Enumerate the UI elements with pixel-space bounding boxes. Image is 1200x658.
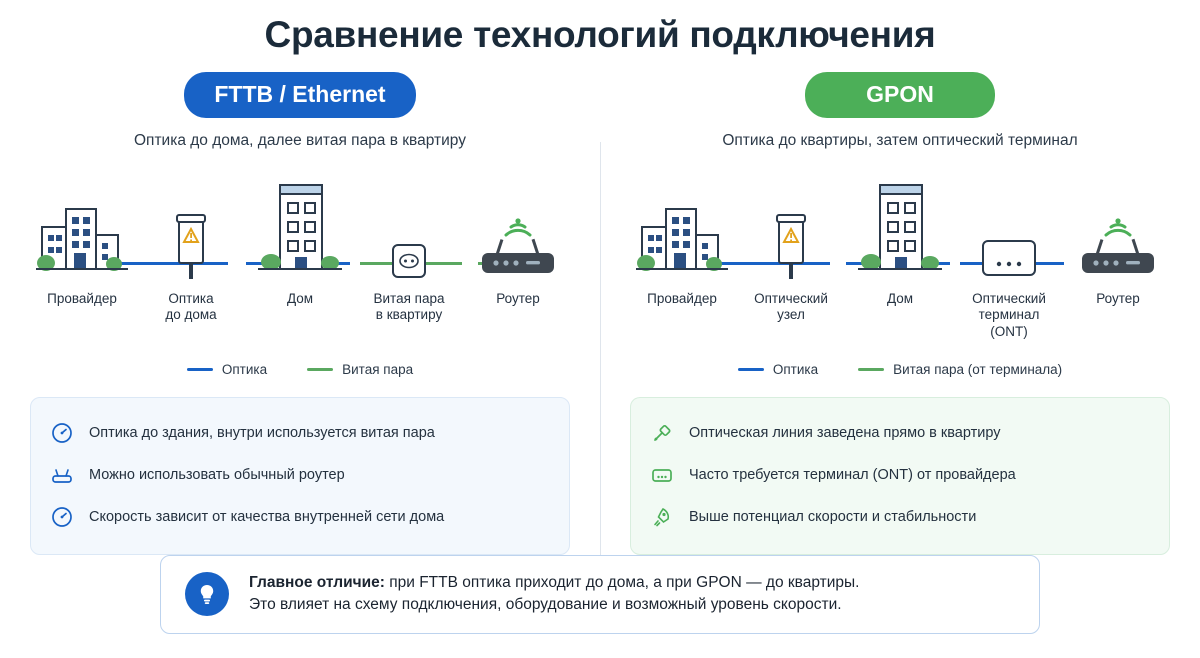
legend-label-copper: Витая пара: [342, 362, 414, 377]
diagram-fttb: [30, 176, 570, 336]
speed-gauge-icon: [49, 420, 75, 446]
diagram-gpon: [630, 176, 1170, 339]
feature-item: [49, 496, 551, 538]
note-strong: Главное отличие:: [249, 574, 385, 591]
street-cabinet-icon: [169, 201, 213, 281]
node-optical-cabinet: [743, 176, 839, 281]
house-icon: [258, 179, 342, 281]
feature-text: Часто требуется терминал (ONT) от провайдера: [689, 467, 1016, 483]
node-street-cabinet: [143, 176, 239, 281]
legend-label-copper: Витая пара (от терминала): [893, 362, 1063, 377]
badge-fttb: FTTB / Ethernet: [184, 72, 415, 118]
feature-item: [649, 496, 1151, 538]
legend-item-fiber: [187, 362, 267, 377]
lightbulb-icon: [185, 572, 229, 616]
street-cabinet-icon: [769, 201, 813, 281]
node-provider: [34, 176, 130, 281]
router-icon: [472, 209, 564, 281]
node-router: [1070, 176, 1166, 281]
feature-item: [649, 454, 1151, 496]
legend-item-copper: [858, 362, 1062, 377]
rocket-icon: [649, 504, 675, 530]
column-fttb: [0, 72, 600, 555]
label-router: Роутер: [496, 291, 540, 306]
feature-text: Оптика до здания, внутри используется витая пара: [89, 425, 435, 441]
page-title: Сравнение технологий подключения: [264, 14, 936, 55]
provider-buildings-icon: [36, 191, 128, 281]
node-ont-terminal: [961, 176, 1057, 281]
badge-wrap-fttb: [30, 72, 570, 118]
legend-swatch-copper-icon: [307, 368, 333, 371]
feature-item: [49, 454, 551, 496]
ont-terminal-icon: [980, 237, 1038, 281]
badge-wrap-gpon: [630, 72, 1170, 118]
column-gpon: [600, 72, 1200, 555]
legend-item-fiber: [738, 362, 818, 377]
note-line2: Это влияет на схему подключения, оборудование и возможный уровень скорости.: [249, 596, 842, 614]
node-wall-socket: [361, 176, 457, 281]
feature-item: [649, 412, 1151, 454]
diagram-labels-fttb: [30, 291, 570, 324]
node-house: [252, 176, 348, 281]
legend-label-fiber: Оптика: [221, 362, 268, 377]
feature-text: Скорость зависит от качества внутренней сети дома: [89, 509, 445, 525]
features-fttb: [30, 397, 570, 555]
subtitle-gpon: Оптика до квартиры, затем оптический терминал: [722, 132, 1078, 149]
node-house: [852, 176, 948, 281]
label-provider: Провайдер: [647, 291, 717, 306]
note-line1-rest: при FTTB оптика приходит до дома, а при GPON — до квартиры.: [384, 574, 860, 591]
legend-item-copper: [307, 362, 413, 377]
fiber-plug-icon: [649, 420, 675, 446]
label-house: Дом: [886, 291, 914, 306]
feature-text: Выше потенциал скорости и стабильности: [689, 509, 977, 525]
ont-small-icon: [649, 462, 675, 488]
router-icon: [1072, 209, 1164, 281]
house-icon: [858, 179, 942, 281]
provider-buildings-icon: [636, 191, 728, 281]
diagram-nodes-gpon: [630, 176, 1170, 281]
comparison-columns: [0, 72, 1200, 555]
note-text: [249, 572, 859, 617]
subtitle-fttb: Оптика до дома, далее витая пара в квартиру: [134, 132, 466, 149]
label-house: Дом: [286, 291, 314, 306]
diagram-labels-gpon: [630, 291, 1170, 340]
legend-swatch-fiber-icon: [187, 368, 213, 371]
speed-gauge-icon: [49, 504, 75, 530]
label-ont-terminal: Оптический терминал (ONT): [972, 291, 1046, 339]
feature-item: [49, 412, 551, 454]
router-small-icon: [49, 462, 75, 488]
legend-swatch-copper-icon: [858, 368, 884, 371]
label-provider: Провайдер: [47, 291, 117, 306]
label-wall-socket: Витая пара в квартиру: [373, 291, 445, 323]
legend-gpon: [630, 362, 1170, 377]
legend-swatch-fiber-icon: [738, 368, 764, 371]
legend-label-fiber: Оптика: [772, 362, 819, 377]
node-provider: [634, 176, 730, 281]
legend-fttb: [30, 362, 570, 377]
wall-socket-icon: [389, 241, 429, 281]
feature-text: Оптическая линия заведена прямо в квартиру: [689, 425, 1001, 441]
key-difference-note: [160, 555, 1040, 634]
label-optical-node: Оптический узел: [754, 291, 828, 323]
label-street-cabinet: Оптика до дома: [165, 291, 217, 323]
badge-gpon: GPON: [805, 72, 995, 118]
feature-text: Можно использовать обычный роутер: [89, 467, 345, 483]
label-router: Роутер: [1096, 291, 1140, 306]
features-gpon: [630, 397, 1170, 555]
diagram-nodes-fttb: [30, 176, 570, 281]
node-router: [470, 176, 566, 281]
